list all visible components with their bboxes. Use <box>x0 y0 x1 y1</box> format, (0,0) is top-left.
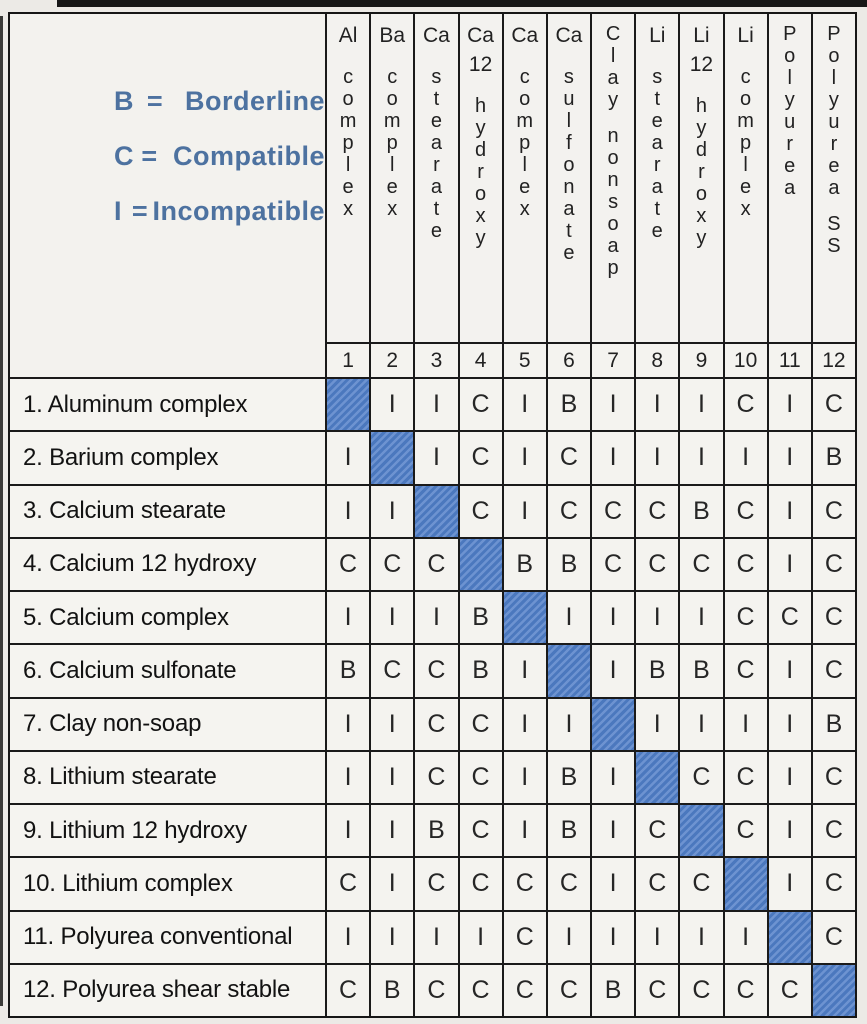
compatibility-cell-r2-c9: I <box>680 432 722 483</box>
compatibility-cell-r9-c1: I <box>327 805 369 856</box>
compatibility-cell-r5-c1: I <box>327 592 369 643</box>
column-header-3 <box>415 14 457 342</box>
legend-meaning-compatible: Compatible <box>172 141 325 171</box>
header-segment: P o l y u r e a <box>783 23 797 199</box>
column-number-7: 7 <box>592 344 634 377</box>
compatibility-cell-r3-c7: C <box>592 486 634 537</box>
compatibility-cell-r7-c3: C <box>415 699 457 750</box>
header-segment: S S <box>827 213 841 257</box>
header-segment: C l a y <box>605 23 621 111</box>
compatibility-cell-r12-c2: B <box>371 965 413 1016</box>
header-segment: Li <box>737 24 754 47</box>
header-segment: Ca <box>467 24 494 47</box>
compatibility-cell-r11-c10: I <box>725 912 767 963</box>
compatibility-cell-r8-c2: I <box>371 752 413 803</box>
row-label-4: 4. Calcium 12 hydroxy <box>10 539 325 590</box>
compatibility-cell-r5-c2: I <box>371 592 413 643</box>
compatibility-cell-r12-c11: C <box>769 965 811 1016</box>
compatibility-cell-r6-c4: B <box>460 645 502 696</box>
row-label-5: 5. Calcium complex <box>10 592 325 643</box>
compatibility-cell-r1-c3: I <box>415 379 457 430</box>
compatibility-cell-r9-c10: C <box>725 805 767 856</box>
compatibility-cell-r10-c5: C <box>504 858 546 909</box>
column-number-3: 3 <box>415 344 457 377</box>
compatibility-cell-r7-c9: I <box>680 699 722 750</box>
compatibility-cell-r3-c12: C <box>813 486 855 537</box>
diagonal-self-cell-1 <box>327 379 369 430</box>
row-label-3: 3. Calcium stearate <box>10 486 325 537</box>
compatibility-cell-r1-c10: C <box>725 379 767 430</box>
column-number-9: 9 <box>680 344 722 377</box>
column-header-7 <box>592 14 634 342</box>
compatibility-cell-r4-c2: C <box>371 539 413 590</box>
compatibility-cell-r3-c10: C <box>725 486 767 537</box>
compatibility-cell-r8-c4: C <box>460 752 502 803</box>
diagonal-self-cell-4 <box>460 539 502 590</box>
compatibility-cell-r2-c6: C <box>548 432 590 483</box>
compatibility-cell-r4-c8: C <box>636 539 678 590</box>
legend-symbol-i: I <box>114 196 123 226</box>
compatibility-cell-r9-c4: C <box>460 805 502 856</box>
compatibility-cell-r9-c3: B <box>415 805 457 856</box>
compatibility-cell-r12-c8: C <box>636 965 678 1016</box>
column-header-5 <box>504 14 546 342</box>
compatibility-cell-r11-c6: I <box>548 912 590 963</box>
diagonal-self-cell-3 <box>415 486 457 537</box>
compatibility-cell-r12-c6: C <box>548 965 590 1016</box>
compatibility-cell-r6-c1: B <box>327 645 369 696</box>
column-header-12 <box>813 14 855 342</box>
compatibility-cell-r4-c12: C <box>813 539 855 590</box>
diagonal-self-cell-2 <box>371 432 413 483</box>
compatibility-cell-r2-c4: C <box>460 432 502 483</box>
legend-equals: = <box>141 141 158 171</box>
header-segment: c o m p l e x <box>737 66 754 220</box>
compatibility-cell-r1-c11: I <box>769 379 811 430</box>
compatibility-cell-r12-c1: C <box>327 965 369 1016</box>
compatibility-cell-r12-c4: C <box>460 965 502 1016</box>
compatibility-cell-r2-c10: I <box>725 432 767 483</box>
compatibility-cell-r9-c5: I <box>504 805 546 856</box>
compatibility-cell-r12-c10: C <box>725 965 767 1016</box>
compatibility-cell-r4-c6: B <box>548 539 590 590</box>
column-header-10 <box>725 14 767 342</box>
column-header-2 <box>371 14 413 342</box>
scan-artifact-top-edge <box>57 0 867 7</box>
legend-row-incompatible <box>114 196 325 227</box>
row-label-9: 9. Lithium 12 hydroxy <box>10 805 325 856</box>
compatibility-cell-r11-c1: I <box>327 912 369 963</box>
compatibility-cell-r7-c11: I <box>769 699 811 750</box>
column-header-11 <box>769 14 811 342</box>
compatibility-cell-r6-c11: I <box>769 645 811 696</box>
column-number-8: 8 <box>636 344 678 377</box>
compatibility-cell-r3-c5: I <box>504 486 546 537</box>
compatibility-cell-r11-c4: I <box>460 912 502 963</box>
compatibility-cell-r3-c8: C <box>636 486 678 537</box>
compatibility-cell-r6-c8: B <box>636 645 678 696</box>
header-segment: Al <box>338 24 358 47</box>
column-number-2: 2 <box>371 344 413 377</box>
column-number-12: 12 <box>813 344 855 377</box>
compatibility-cell-r9-c7: I <box>592 805 634 856</box>
compatibility-cell-r11-c8: I <box>636 912 678 963</box>
compatibility-cell-r5-c11: C <box>769 592 811 643</box>
compatibility-cell-r7-c12: B <box>813 699 855 750</box>
compatibility-cell-r6-c7: I <box>592 645 634 696</box>
header-segment: h y d r o x y <box>475 95 487 249</box>
compatibility-cell-r1-c2: I <box>371 379 413 430</box>
diagonal-self-cell-6 <box>548 645 590 696</box>
compatibility-cell-r8-c7: I <box>592 752 634 803</box>
compatibility-cell-r10-c8: C <box>636 858 678 909</box>
row-label-1: 1. Aluminum complex <box>10 379 325 430</box>
compatibility-cell-r8-c10: C <box>725 752 767 803</box>
column-number-5: 5 <box>504 344 546 377</box>
header-segment: P o l y u r e a <box>827 23 841 199</box>
compatibility-cell-r3-c1: I <box>327 486 369 537</box>
compatibility-cell-r2-c3: I <box>415 432 457 483</box>
legend-meaning-borderline: Borderline <box>184 86 325 116</box>
legend-row-borderline <box>114 86 325 117</box>
diagonal-self-cell-8 <box>636 752 678 803</box>
compatibility-cell-r11-c12: C <box>813 912 855 963</box>
scan-artifact-left-edge <box>0 16 3 1006</box>
header-segment: Ca <box>422 24 450 47</box>
header-segment: c o m p l e x <box>339 66 357 220</box>
compatibility-cell-r1-c8: I <box>636 379 678 430</box>
compatibility-cell-r8-c1: I <box>327 752 369 803</box>
compatibility-cell-r8-c12: C <box>813 752 855 803</box>
compatibility-cell-r1-c5: I <box>504 379 546 430</box>
compatibility-cell-r4-c5: B <box>504 539 546 590</box>
column-number-1: 1 <box>327 344 369 377</box>
header-segment: 12 <box>689 53 714 76</box>
column-number-10: 10 <box>725 344 767 377</box>
header-segment: Ba <box>379 24 406 47</box>
header-segment: 12 <box>468 53 493 76</box>
compatibility-cell-r11-c2: I <box>371 912 413 963</box>
compatibility-cell-r6-c9: B <box>680 645 722 696</box>
legend-meaning-incompatible: Incompatible <box>152 196 325 226</box>
row-label-11: 11. Polyurea conventional <box>10 912 325 963</box>
row-label-6: 6. Calcium sulfonate <box>10 645 325 696</box>
row-label-12: 12. Polyurea shear stable <box>10 965 325 1016</box>
compatibility-cell-r4-c7: C <box>592 539 634 590</box>
compatibility-cell-r5-c4: B <box>460 592 502 643</box>
compatibility-cell-r11-c5: C <box>504 912 546 963</box>
compatibility-cell-r1-c7: I <box>592 379 634 430</box>
legend-symbol-c: C <box>114 141 134 171</box>
column-header-4 <box>460 14 502 342</box>
compatibility-cell-r8-c5: I <box>504 752 546 803</box>
compatibility-cell-r5-c6: I <box>548 592 590 643</box>
compatibility-cell-r10-c12: C <box>813 858 855 909</box>
compatibility-cell-r3-c11: I <box>769 486 811 537</box>
compatibility-cell-r2-c8: I <box>636 432 678 483</box>
compatibility-cell-r4-c11: I <box>769 539 811 590</box>
row-label-8: 8. Lithium stearate <box>10 752 325 803</box>
compatibility-cell-r1-c9: I <box>680 379 722 430</box>
compatibility-cell-r10-c11: I <box>769 858 811 909</box>
compatibility-cell-r8-c9: C <box>680 752 722 803</box>
compatibility-cell-r3-c9: B <box>680 486 722 537</box>
legend-equals: = <box>131 196 149 226</box>
compatibility-table <box>8 12 857 1018</box>
compatibility-cell-r6-c2: C <box>371 645 413 696</box>
compatibility-cell-r5-c3: I <box>415 592 457 643</box>
column-number-6: 6 <box>548 344 590 377</box>
compatibility-cell-r11-c9: I <box>680 912 722 963</box>
compatibility-cell-r3-c4: C <box>460 486 502 537</box>
column-header-1 <box>327 14 369 342</box>
compatibility-cell-r10-c3: C <box>415 858 457 909</box>
legend-row-compatible <box>114 141 325 172</box>
header-segment: Li <box>693 24 710 47</box>
diagonal-self-cell-10 <box>725 858 767 909</box>
header-segment: Ca <box>555 24 583 47</box>
compatibility-cell-r2-c12: B <box>813 432 855 483</box>
header-segment: s t e a r a t e <box>430 66 442 242</box>
compatibility-cell-r9-c8: C <box>636 805 678 856</box>
compatibility-cell-r4-c9: C <box>680 539 722 590</box>
compatibility-cell-r11-c3: I <box>415 912 457 963</box>
compatibility-cell-r3-c6: C <box>548 486 590 537</box>
compatibility-cell-r9-c6: B <box>548 805 590 856</box>
compatibility-cell-r5-c10: C <box>725 592 767 643</box>
compatibility-cell-r7-c8: I <box>636 699 678 750</box>
compatibility-cell-r9-c11: I <box>769 805 811 856</box>
legend-equals: = <box>146 86 164 116</box>
compatibility-cell-r7-c4: C <box>460 699 502 750</box>
compatibility-cell-r12-c5: C <box>504 965 546 1016</box>
compatibility-cell-r4-c10: C <box>725 539 767 590</box>
header-segment: s u l f o n a t e <box>563 66 575 264</box>
compatibility-cell-r9-c12: C <box>813 805 855 856</box>
compatibility-cell-r12-c3: C <box>415 965 457 1016</box>
row-label-2: 2. Barium complex <box>10 432 325 483</box>
header-segment: n o n s o a p <box>607 125 619 279</box>
compatibility-cell-r6-c12: C <box>813 645 855 696</box>
compatibility-cell-r8-c6: B <box>548 752 590 803</box>
compatibility-cell-r5-c9: I <box>680 592 722 643</box>
header-segment: s t e a r a t e <box>651 66 663 242</box>
compatibility-cell-r5-c8: I <box>636 592 678 643</box>
diagonal-self-cell-5 <box>504 592 546 643</box>
column-number-4: 4 <box>460 344 502 377</box>
compatibility-cell-r5-c7: I <box>592 592 634 643</box>
compatibility-cell-r8-c3: C <box>415 752 457 803</box>
header-segment: c o m p l e x <box>383 66 401 220</box>
compatibility-cell-r1-c12: C <box>813 379 855 430</box>
compatibility-cell-r11-c7: I <box>592 912 634 963</box>
compatibility-cell-r7-c2: I <box>371 699 413 750</box>
row-label-7: 7. Clay non-soap <box>10 699 325 750</box>
row-label-10: 10. Lithium complex <box>10 858 325 909</box>
compatibility-cell-r10-c2: I <box>371 858 413 909</box>
compatibility-cell-r10-c1: C <box>327 858 369 909</box>
legend-symbol-b: B <box>114 86 134 116</box>
column-header-9 <box>680 14 722 342</box>
compatibility-cell-r2-c1: I <box>327 432 369 483</box>
header-segment: Ca <box>511 24 539 47</box>
compatibility-cell-r4-c1: C <box>327 539 369 590</box>
legend <box>10 14 325 377</box>
compatibility-cell-r3-c2: I <box>371 486 413 537</box>
compatibility-cell-r1-c4: C <box>460 379 502 430</box>
diagonal-self-cell-7 <box>592 699 634 750</box>
compatibility-cell-r2-c5: I <box>504 432 546 483</box>
compatibility-cell-r6-c3: C <box>415 645 457 696</box>
compatibility-cell-r8-c11: I <box>769 752 811 803</box>
compatibility-cell-r7-c1: I <box>327 699 369 750</box>
column-number-11: 11 <box>769 344 811 377</box>
compatibility-cell-r7-c6: I <box>548 699 590 750</box>
header-segment: h y d r o x y <box>695 95 707 249</box>
compatibility-cell-r12-c9: C <box>680 965 722 1016</box>
compatibility-cell-r4-c3: C <box>415 539 457 590</box>
compatibility-cell-r10-c9: C <box>680 858 722 909</box>
header-segment: c o m p l e x <box>516 66 534 220</box>
compatibility-cell-r1-c6: B <box>548 379 590 430</box>
diagonal-self-cell-9 <box>680 805 722 856</box>
compatibility-cell-r7-c10: I <box>725 699 767 750</box>
compatibility-cell-r7-c5: I <box>504 699 546 750</box>
compatibility-cell-r6-c5: I <box>504 645 546 696</box>
compatibility-cell-r12-c7: B <box>592 965 634 1016</box>
compatibility-cell-r2-c11: I <box>769 432 811 483</box>
compatibility-cell-r10-c4: C <box>460 858 502 909</box>
compatibility-cell-r9-c2: I <box>371 805 413 856</box>
diagonal-self-cell-12 <box>813 965 855 1016</box>
column-header-8 <box>636 14 678 342</box>
compatibility-cell-r10-c6: C <box>548 858 590 909</box>
diagonal-self-cell-11 <box>769 912 811 963</box>
compatibility-cell-r2-c7: I <box>592 432 634 483</box>
compatibility-cell-r6-c10: C <box>725 645 767 696</box>
header-segment: Li <box>649 24 666 47</box>
compatibility-cell-r10-c7: I <box>592 858 634 909</box>
compatibility-cell-r5-c12: C <box>813 592 855 643</box>
column-header-6 <box>548 14 590 342</box>
